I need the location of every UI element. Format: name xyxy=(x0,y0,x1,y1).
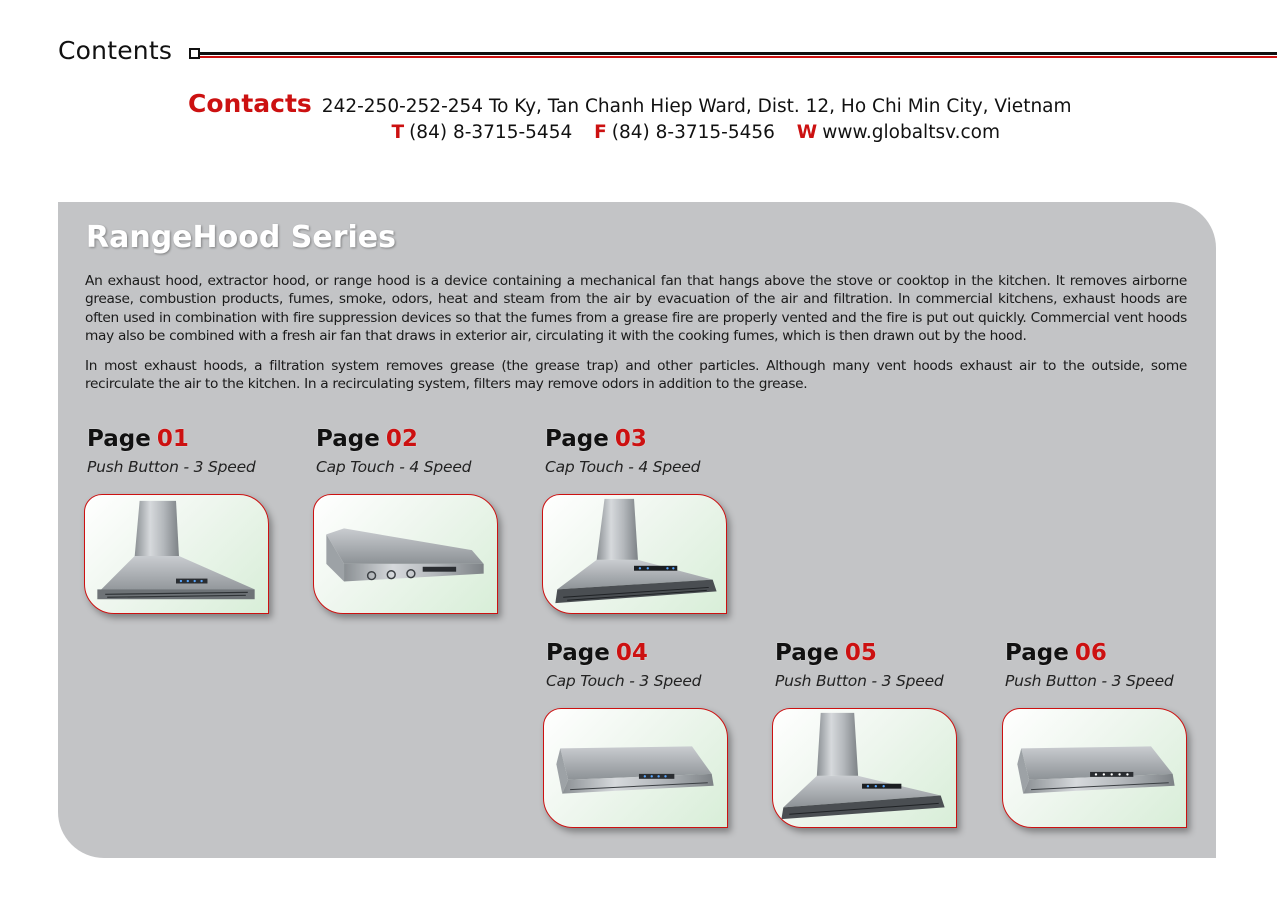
item-subtitle: Cap Touch - 3 Speed xyxy=(546,672,702,690)
product-item-04[interactable] xyxy=(546,640,736,840)
chimney-hood-image[interactable] xyxy=(772,708,957,828)
description-paragraph-2: In most exhaust hoods, a filtration system removes grease (the grease trap) and other particles. Although many vent hoods exhaust air to the outside, some recirculate the air to the kitchen. In a recirculating system, filters may remove odors in addition to the grease. xyxy=(85,358,1187,393)
phone-key: T xyxy=(391,122,405,143)
item-heading: Page 04 xyxy=(546,640,648,666)
under-cabinet-hood-image[interactable] xyxy=(313,494,498,614)
contents-title: Contents xyxy=(58,36,173,65)
item-subtitle: Push Button - 3 Speed xyxy=(87,458,256,476)
contacts-address-line xyxy=(188,89,1072,118)
contacts-label: Contacts xyxy=(188,89,312,118)
header-rule-square xyxy=(189,48,200,59)
page-number: 04 xyxy=(615,640,648,666)
under-cabinet-hood-image[interactable] xyxy=(543,708,728,828)
section-title: RangeHood Series xyxy=(86,220,397,255)
product-item-03[interactable] xyxy=(545,426,735,626)
item-heading: Page 01 xyxy=(87,426,189,452)
item-subtitle: Cap Touch - 4 Speed xyxy=(545,458,701,476)
product-item-01[interactable] xyxy=(87,426,277,626)
rangehood-panel xyxy=(58,202,1216,858)
product-item-06[interactable] xyxy=(1005,640,1195,840)
product-item-05[interactable] xyxy=(775,640,965,840)
page-number: 03 xyxy=(614,426,647,452)
chimney-hood-image[interactable] xyxy=(542,494,727,614)
item-subtitle: Push Button - 3 Speed xyxy=(1005,672,1174,690)
item-subtitle: Push Button - 3 Speed xyxy=(775,672,944,690)
under-cabinet-hood-image[interactable] xyxy=(1002,708,1187,828)
item-subtitle: Cap Touch - 4 Speed xyxy=(316,458,472,476)
item-heading: Page 03 xyxy=(545,426,647,452)
page-number: 02 xyxy=(385,426,418,452)
contacts-numbers-line xyxy=(200,122,1000,143)
page-number: 01 xyxy=(156,426,189,452)
item-heading: Page 05 xyxy=(775,640,877,666)
product-item-02[interactable] xyxy=(316,426,506,626)
chimney-hood-image[interactable] xyxy=(84,494,269,614)
header-rule-red xyxy=(200,56,1277,58)
item-heading: Page 06 xyxy=(1005,640,1107,666)
item-heading: Page 02 xyxy=(316,426,418,452)
phone-number: (84) 8-3715-5454 xyxy=(409,122,573,143)
website-link[interactable]: www.globaltsv.com xyxy=(822,122,1000,143)
header-rule-black xyxy=(200,52,1277,55)
fax-key: F xyxy=(594,122,607,143)
fax-number: (84) 8-3715-5456 xyxy=(611,122,775,143)
web-key: W xyxy=(796,122,818,143)
page-number: 05 xyxy=(844,640,877,666)
contacts-address: 242-250-252-254 To Ky, Tan Chanh Hiep Ward, Dist. 12, Ho Chi Min City, Vietnam xyxy=(321,96,1072,117)
page-number: 06 xyxy=(1074,640,1107,666)
description-paragraph-1: An exhaust hood, extractor hood, or range hood is a device containing a mechanical fan that hangs above the stove or cooktop in the kitchen. It removes airborne grease, combustion products, fumes, smoke, odors, heat and steam from the air by evacuation of the air and filtration. In commercial kitchens, exhaust hoods are often used in combination with fire suppression devices so that the fumes from a grease fire are properly vented and the fire is put out quickly. Commercial vent hoods may also be combined with a fresh air fan that draws in exterior air, circulating it with the cooking fumes, which is then drawn out by the hood. xyxy=(85,273,1187,344)
